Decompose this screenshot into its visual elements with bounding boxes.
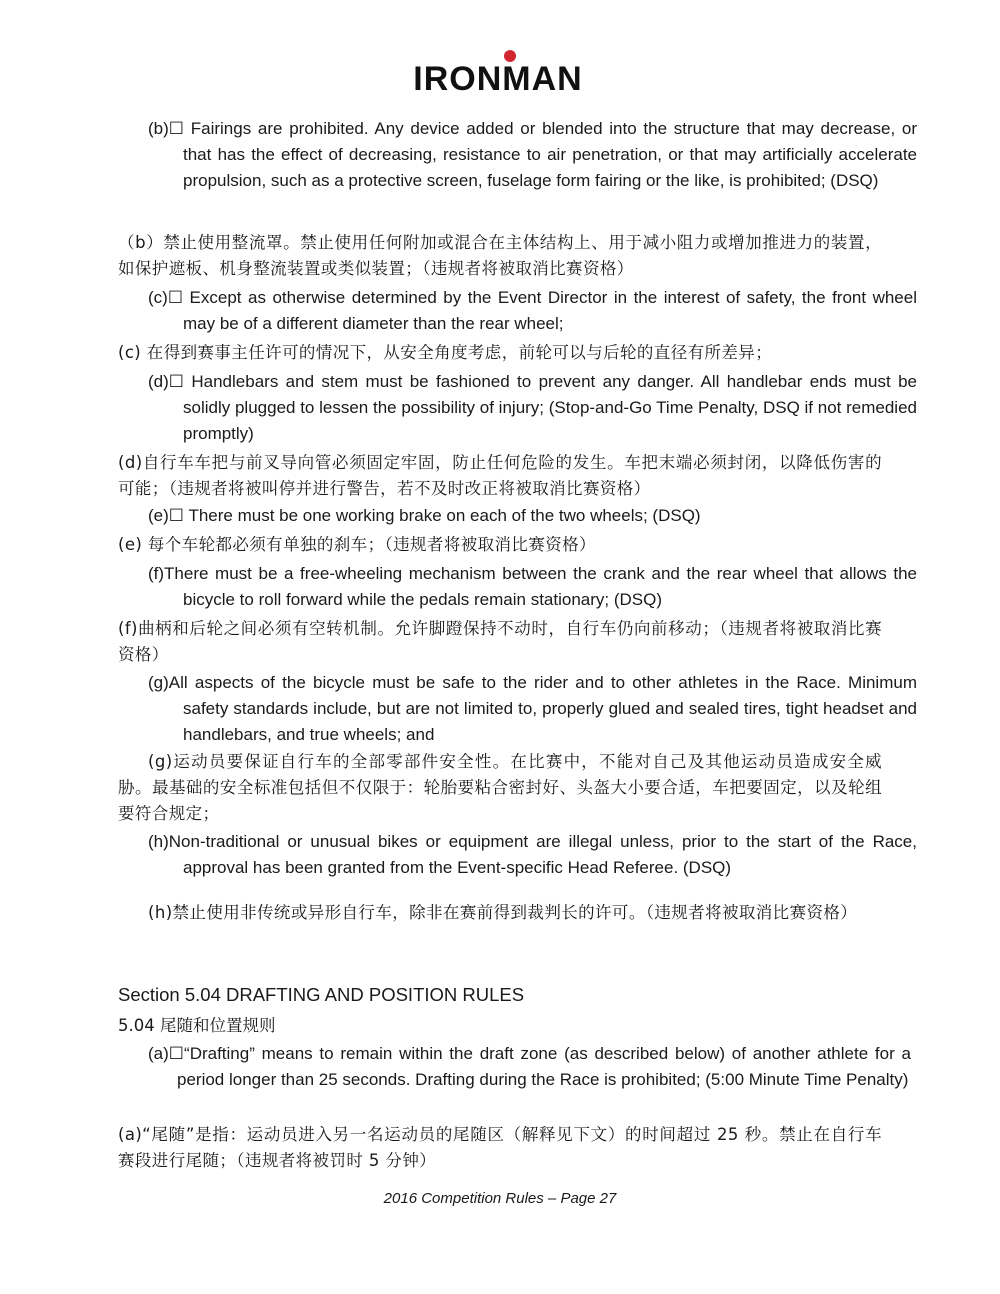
rule-d-text: Handlebars and stem must be fashioned to prevent any danger. All handlebar ends must be solidly plugged to lessen the possibility of injury; (Stop-and-Go Time Penalty, DSQ if not remedied promptly) (183, 372, 917, 443)
rule-b-text: Fairings are prohibited. Any device added or blended into the structure that may decrease, or that has the effect of decreasing, resistance to air penetration, or that may artificially accelerate propulsion, such as a protective screen, fuselage form fairing or the like, is prohibited; (DSQ) (183, 119, 917, 190)
page-footer: 2016 Competition Rules – Page 27 (383, 1190, 617, 1207)
rule-c-label: (c)☐ (148, 288, 184, 307)
rule-h-en (148, 829, 917, 881)
rule-f-cn: (f)曲柄和后轮之间必须有空转机制。允许脚蹬保持不动时，自行车仍向前移动；（违规者将被取消比赛资格） (118, 619, 882, 664)
rule-g-en (148, 670, 917, 748)
rule-h-cn: (h)禁止使用非传统或异形自行车，除非在赛前得到裁判长的许可。（违规者将被取消比赛资格） (148, 903, 858, 922)
rule-c-cn: (c) 在得到赛事主任许可的情况下，从安全角度考虑，前轮可以与后轮的直径有所差异； (118, 343, 773, 362)
rule-e-text: There must be one working brake on each of the two wheels; (DSQ) (184, 506, 701, 525)
rule-c-en (148, 285, 917, 337)
rule-f-label: (f) (148, 564, 165, 583)
rule-d-label: (d)☐ (148, 372, 185, 391)
rule-h-text: Non-traditional or unusual bikes or equipment are illegal unless, prior to the start of the Race, approval has been granted from the Event-specific Head Referee. (DSQ) (168, 832, 917, 877)
rule-504a-label: (a)☐ (148, 1044, 185, 1063)
rule-f-en (148, 561, 917, 613)
rule-504a-cn: (a)“尾随”是指：运动员进入另一名运动员的尾随区（解释见下文）的时间超过 25 秒。禁止在自行车赛段进行尾随；（违规者将被罚时 5 分钟） (118, 1125, 882, 1170)
rule-g-cn: (g)运动员要保证自行车的全部零部件安全性。在比赛中，不能对自己及其他运动员造成安全威胁。最基础的安全标准包括但不仅限于：轮胎要粘合密封好、头盔大小要合适，车把要固定，以及轮组要符合规定； (118, 752, 882, 823)
svg-text:IRONMAN: IRONMAN (413, 60, 583, 94)
rule-d-cn: (d)自行车车把与前叉导向管必须固定牢固，防止任何危险的发生。车把末端必须封闭，以降低伤害的可能；（违规者将被叫停并进行警告，若不及时改正将被取消比赛资格） (118, 453, 882, 498)
rule-c-text: Except as otherwise determined by the Event Director in the interest of safety, the front wheel may be of a different diameter than the rear wheel; (183, 288, 917, 333)
rule-e-label: (e)☐ (148, 506, 185, 525)
rule-f-text: There must be a free-wheeling mechanism between the crank and the rear wheel that allows the bicycle to roll forward while the pedals remain stationary; (DSQ) (164, 564, 917, 609)
rule-h-label: (h) (148, 832, 169, 851)
rule-e-en (148, 503, 917, 529)
rule-g-text: All aspects of the bicycle must be safe to the rider and to other athletes in the Race. Minimum safety standards include, but are not limited to, properly glued and sealed tires, tight headset and handlebars, and true wheels; and (168, 673, 917, 744)
rule-504a-en (148, 1041, 911, 1093)
ironman-logo-mark (408, 48, 588, 94)
rule-d-en (148, 369, 917, 447)
rule-e-cn: (e) 每个车轮都必须有单独的刹车；（违规者将被取消比赛资格） (118, 535, 596, 554)
section-title: Section 5.04 DRAFTING AND POSITION RULES (118, 984, 525, 1005)
rule-g-label: (g) (148, 673, 169, 692)
rule-b-en (148, 116, 917, 194)
rule-b-cn: （b）禁止使用整流罩。禁止使用任何附加或混合在主体结构上、用于减小阻力或增加推进力的装置，如保护遮板、机身整流装置或类似装置；（违规者将被取消比赛资格） (118, 233, 882, 278)
rule-504a-text: “Drafting” means to remain within the draft zone (as described below) of another athlete for a period longer than 25 seconds. Drafting during the Race is prohibited; (5:00 Minute Time Penalty) (177, 1044, 911, 1089)
section-subtitle: 5.04 尾随和位置规则 (118, 1016, 276, 1035)
ironman-logo (408, 48, 588, 94)
rule-b-label: (b)☐ (148, 119, 185, 138)
